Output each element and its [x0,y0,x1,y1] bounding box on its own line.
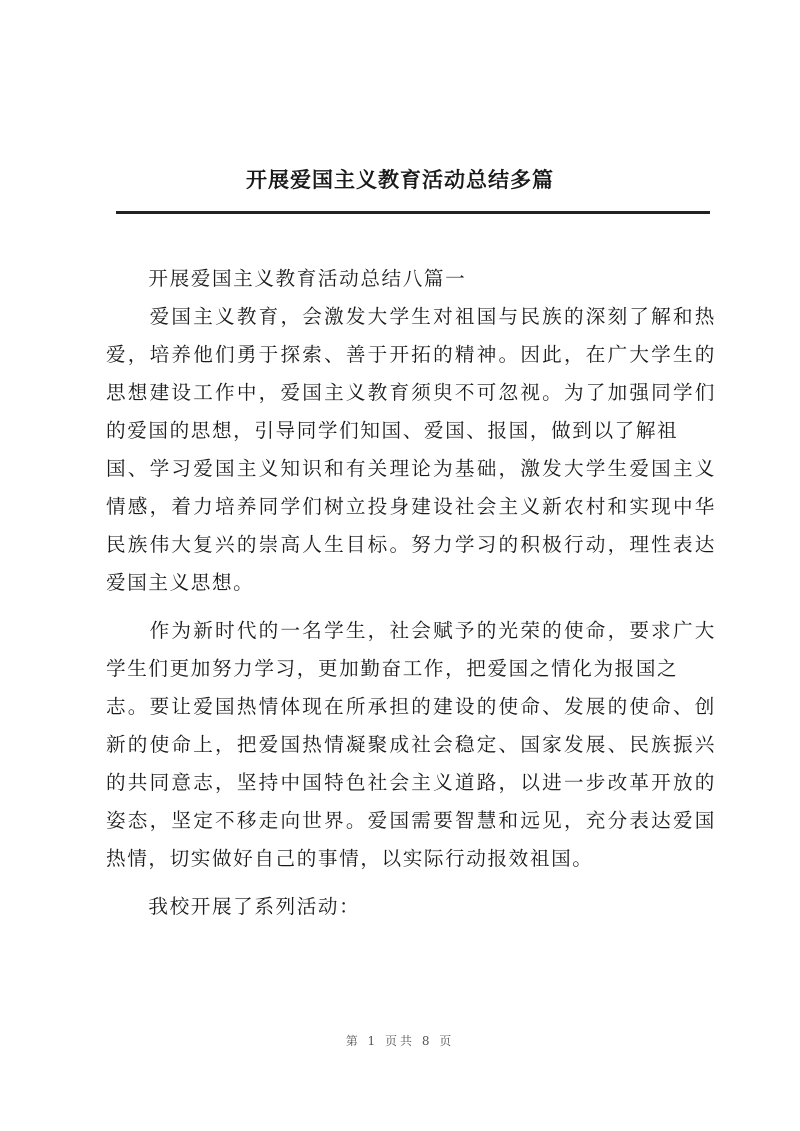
text-line: 国、学习爱国主义知识和有关理论为基础，激发大学生爱国主义 [106,457,716,480]
text-line: 姿态，坚定不移走向世界。爱国需要智慧和远见，充分表达爱国 [106,809,716,832]
text-line: 爱，培养他们勇于探索、善于开拓的精神。因此，在广大学生的 [106,343,716,366]
text-line: 新的使命上，把爱国热情凝聚成社会稳定、国家发展、民族振兴 [106,733,716,756]
document-body [106,260,716,926]
text-line: 的共同意志，坚持中国特色社会主义道路，以进一步改革开放的 [106,771,716,794]
text-line: 热情，切实做好自己的事情，以实际行动报效祖国。 [106,847,594,870]
text-line: 作为新时代的一名学生，社会赋予的光荣的使命，要求广大 [106,619,716,642]
text-line: 的爱国的思想，引导同学们知国、爱国、报国，做到以了解祖 [106,419,679,442]
text-line: 学生们更加努力学习，更加勤奋工作，把爱国之情化为报国之 [106,657,679,680]
text-line: 思想建设工作中，爱国主义教育须臾不可忽视。为了加强同学们 [106,381,716,404]
page-number: 第 1 页共 8 页 [345,1034,455,1048]
text-line: 民族伟大复兴的崇高人生目标。努力学习的积极行动，理性表达 [106,533,716,556]
text-line: 爱国主义教育，会激发大学生对祖国与民族的深刻了解和热 [106,305,716,328]
page-title: 开展爱国主义教育活动总结多篇 [246,167,554,192]
text-line: 我校开展了系列活动： [106,895,361,918]
text-line: 开展爱国主义教育活动总结八篇一 [106,267,467,290]
text-line: 志。要让爱国热情体现在所承担的建设的使命、发展的使命、创 [106,695,716,718]
text-line: 爱国主义思想。 [106,571,255,594]
title-divider [116,211,710,214]
text-line: 情感，着力培养同学们树立投身建设社会主义新农村和实现中华 [106,495,716,518]
